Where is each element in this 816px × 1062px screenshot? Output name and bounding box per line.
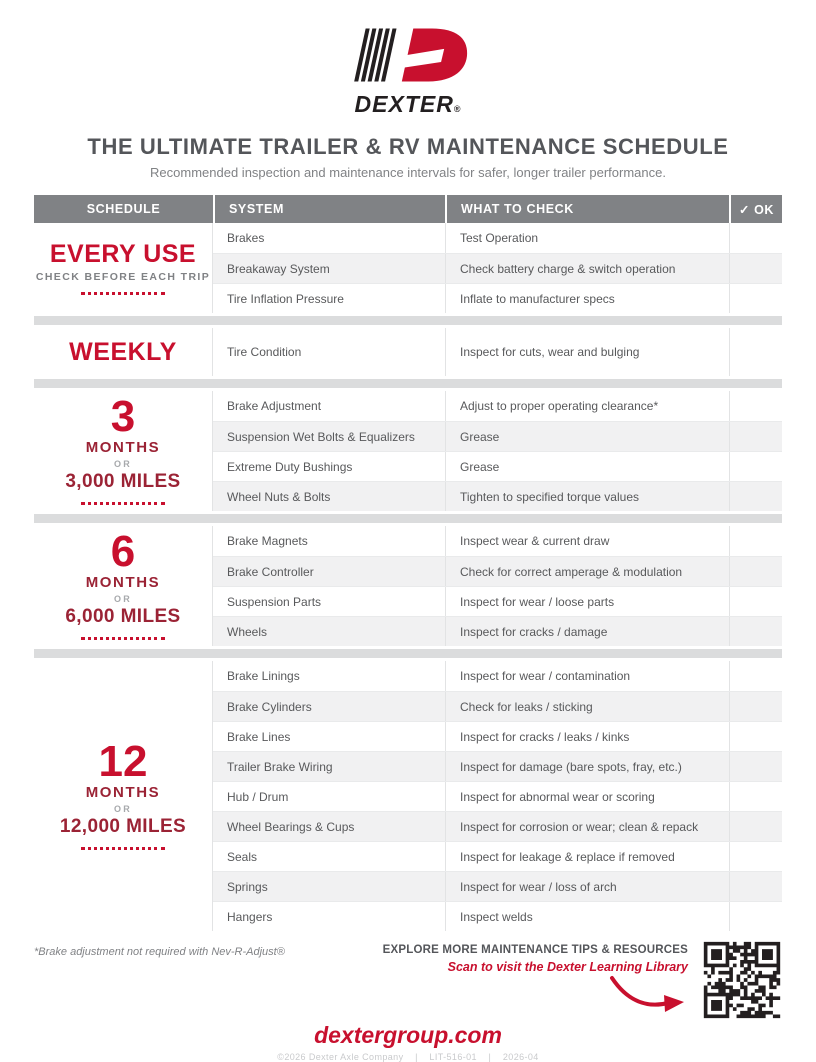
system-cell: Brake Cylinders bbox=[227, 699, 312, 714]
what-to-check-cell: Inspect welds bbox=[445, 902, 729, 931]
interval-or: OR bbox=[114, 459, 132, 470]
table-row bbox=[213, 481, 782, 511]
system-cell: Brake Adjustment bbox=[227, 399, 322, 413]
ok-checkbox-cell bbox=[729, 254, 782, 283]
what-to-check-cell: Inspect for wear / contamination bbox=[445, 661, 729, 691]
document-header bbox=[0, 0, 816, 180]
section-rows bbox=[213, 526, 782, 646]
table-row bbox=[213, 253, 782, 283]
table-row bbox=[213, 616, 782, 646]
system-cell: Suspension Parts bbox=[227, 594, 322, 609]
interval-miles: 12,000 MILES bbox=[59, 816, 187, 838]
table-row bbox=[213, 451, 782, 481]
table-row bbox=[213, 811, 782, 841]
ok-checkbox-cell bbox=[729, 617, 782, 646]
interval-subtitle: CHECK BEFORE EACH TRIP bbox=[35, 270, 211, 283]
system-cell: Tire Inflation Pressure bbox=[227, 291, 344, 306]
what-to-check-cell: Inspect for corrosion or wear; clean & repack bbox=[445, 812, 729, 841]
system-cell: Seals bbox=[227, 849, 258, 864]
explore-heading: EXPLORE MORE MAINTENANCE TIPS & RESOURCES bbox=[382, 944, 688, 956]
what-to-check-cell: Check for correct amperage & modulation bbox=[445, 557, 729, 586]
system-cell: Brake Magnets bbox=[227, 534, 308, 548]
ok-checkbox-cell bbox=[729, 328, 782, 376]
table-row bbox=[213, 781, 782, 811]
table-row bbox=[213, 526, 782, 556]
qr-code bbox=[702, 940, 782, 1020]
schedule-interval-cell bbox=[34, 391, 213, 511]
system-cell: Brake Linings bbox=[227, 669, 300, 683]
schedule-section-weekly bbox=[34, 328, 782, 376]
table-row bbox=[213, 871, 782, 901]
table-row bbox=[213, 421, 782, 451]
table-row bbox=[213, 283, 782, 313]
system-cell: Breakaway System bbox=[227, 261, 330, 276]
system-cell: Extreme Duty Bushings bbox=[227, 459, 353, 474]
column-header-schedule: SCHEDULE bbox=[86, 202, 161, 216]
ok-checkbox-cell bbox=[729, 752, 782, 781]
schedule-section-12-months bbox=[34, 661, 782, 931]
what-to-check-cell: Check battery charge & switch operation bbox=[445, 254, 729, 283]
system-cell: Brake Controller bbox=[227, 564, 314, 579]
dotted-divider bbox=[81, 847, 165, 850]
schedule-table bbox=[34, 195, 782, 931]
system-cell: Hub / Drum bbox=[227, 789, 289, 804]
ok-checkbox-cell bbox=[729, 482, 782, 511]
ok-checkbox-cell bbox=[729, 722, 782, 751]
column-header-what-to-check: WHAT TO CHECK bbox=[445, 195, 729, 223]
interval-number: 6 bbox=[110, 526, 136, 576]
what-to-check-cell: Inspect for cuts, wear and bulging bbox=[445, 328, 729, 376]
system-cell: Hangers bbox=[227, 909, 273, 924]
what-to-check-cell: Inflate to manufacturer specs bbox=[445, 284, 729, 313]
ok-checkbox-cell bbox=[729, 391, 782, 421]
what-to-check-cell: Inspect for abnormal wear or scoring bbox=[445, 782, 729, 811]
interval-unit: MONTHS bbox=[85, 574, 161, 592]
interval-number: 12 bbox=[98, 736, 148, 786]
interval-miles: 3,000 MILES bbox=[65, 471, 181, 493]
what-to-check-cell: Tighten to specified torque values bbox=[445, 482, 729, 511]
what-to-check-cell: Inspect wear & current draw bbox=[445, 526, 729, 556]
interval-number: 3 bbox=[110, 391, 136, 441]
interval-title: EVERY USE bbox=[49, 239, 197, 268]
what-to-check-cell: Grease bbox=[445, 452, 729, 481]
section-separator bbox=[34, 379, 782, 388]
ok-checkbox-cell bbox=[729, 872, 782, 901]
registered-mark: ® bbox=[453, 104, 462, 114]
system-cell: Springs bbox=[227, 879, 268, 894]
ok-checkbox-cell bbox=[729, 422, 782, 451]
table-row bbox=[213, 691, 782, 721]
what-to-check-cell: Inspect for wear / loose parts bbox=[445, 587, 729, 616]
dotted-divider bbox=[81, 637, 165, 640]
table-row bbox=[213, 751, 782, 781]
table-row bbox=[213, 328, 782, 376]
table-row bbox=[213, 556, 782, 586]
footnote: *Brake adjustment not required with Nev-R-Adjust® bbox=[34, 946, 285, 958]
section-rows bbox=[213, 391, 782, 511]
footer-row bbox=[34, 940, 782, 1020]
schedule-interval-cell bbox=[34, 223, 213, 313]
legal-line: ©2026 Dexter Axle Company | LIT-516-01 | 2026-04 bbox=[277, 1052, 539, 1062]
schedule-interval-cell bbox=[34, 526, 213, 646]
interval-miles: 6,000 MILES bbox=[65, 606, 181, 628]
what-to-check-cell: Inspect for wear / loss of arch bbox=[445, 872, 729, 901]
what-to-check-cell: Adjust to proper operating clearance* bbox=[445, 391, 729, 421]
ok-checkbox-cell bbox=[729, 842, 782, 871]
interval-or: OR bbox=[114, 804, 132, 815]
table-row bbox=[213, 661, 782, 691]
section-separator bbox=[34, 514, 782, 523]
section-separator bbox=[34, 316, 782, 325]
schedule-section-3-months bbox=[34, 391, 782, 511]
table-row bbox=[213, 586, 782, 616]
what-to-check-cell: Inspect for cracks / leaks / kinks bbox=[445, 722, 729, 751]
ok-checkbox-cell bbox=[729, 812, 782, 841]
ok-checkbox-cell bbox=[729, 223, 782, 253]
system-cell: Suspension Wet Bolts & Equalizers bbox=[227, 429, 415, 444]
what-to-check-cell: Check for leaks / sticking bbox=[445, 692, 729, 721]
ok-checkbox-cell bbox=[729, 587, 782, 616]
explore-subheading: Scan to visit the Dexter Learning Library bbox=[447, 960, 688, 974]
ok-checkbox-cell bbox=[729, 902, 782, 931]
interval-title: WEEKLY bbox=[69, 337, 177, 366]
column-header-system: SYSTEM bbox=[213, 195, 445, 223]
page-title: THE ULTIMATE TRAILER & RV MAINTENANCE SCHEDULE bbox=[87, 134, 729, 159]
what-to-check-cell: Inspect for cracks / damage bbox=[445, 617, 729, 646]
interval-unit: MONTHS bbox=[85, 784, 161, 802]
schedule-section-every-use bbox=[34, 223, 782, 313]
table-header-row bbox=[34, 195, 782, 223]
ok-checkbox-cell bbox=[729, 782, 782, 811]
brand-wordmark bbox=[333, 91, 483, 118]
schedule-interval-cell bbox=[34, 661, 213, 931]
interval-or: OR bbox=[114, 594, 132, 605]
dotted-divider bbox=[81, 502, 165, 505]
section-rows bbox=[213, 223, 782, 313]
website-url: dextergroup.com bbox=[314, 1022, 502, 1048]
page-subtitle: Recommended inspection and maintenance intervals for safer, longer trailer performance. bbox=[150, 165, 666, 180]
section-separator bbox=[34, 649, 782, 658]
dexter-logo bbox=[333, 26, 483, 118]
ok-checkbox-cell bbox=[729, 692, 782, 721]
system-cell: Tire Condition bbox=[227, 345, 302, 359]
ok-checkbox-cell bbox=[729, 452, 782, 481]
interval-unit: MONTHS bbox=[85, 439, 161, 457]
schedule-section-6-months bbox=[34, 526, 782, 646]
table-row bbox=[213, 223, 782, 253]
what-to-check-cell: Inspect for leakage & replace if removed bbox=[445, 842, 729, 871]
table-row bbox=[213, 841, 782, 871]
table-row bbox=[213, 901, 782, 931]
ok-checkbox-cell bbox=[729, 526, 782, 556]
schedule-interval-cell bbox=[34, 328, 213, 376]
table-row bbox=[213, 391, 782, 421]
what-to-check-cell: Inspect for damage (bare spots, fray, etc.) bbox=[445, 752, 729, 781]
system-cell: Trailer Brake Wiring bbox=[227, 759, 333, 774]
column-header-ok: ✓ OK bbox=[729, 195, 782, 223]
ok-checkbox-cell bbox=[729, 661, 782, 691]
section-rows bbox=[213, 661, 782, 931]
brand-name: DEXTER bbox=[354, 91, 454, 117]
system-cell: Wheel Nuts & Bolts bbox=[227, 489, 331, 504]
table-row bbox=[213, 721, 782, 751]
system-cell: Brake Lines bbox=[227, 729, 291, 744]
dotted-divider bbox=[81, 292, 165, 295]
section-rows bbox=[213, 328, 782, 376]
system-cell: Wheel Bearings & Cups bbox=[227, 819, 355, 834]
dexter-logo-icon bbox=[333, 26, 483, 84]
ok-checkbox-cell bbox=[729, 284, 782, 313]
what-to-check-cell: Grease bbox=[445, 422, 729, 451]
what-to-check-cell: Test Operation bbox=[445, 223, 729, 253]
system-cell: Wheels bbox=[227, 624, 268, 639]
explore-block bbox=[383, 940, 688, 1019]
ok-checkbox-cell bbox=[729, 557, 782, 586]
system-cell: Brakes bbox=[227, 231, 265, 245]
curved-arrow-icon bbox=[598, 974, 688, 1014]
table-body bbox=[34, 223, 782, 931]
